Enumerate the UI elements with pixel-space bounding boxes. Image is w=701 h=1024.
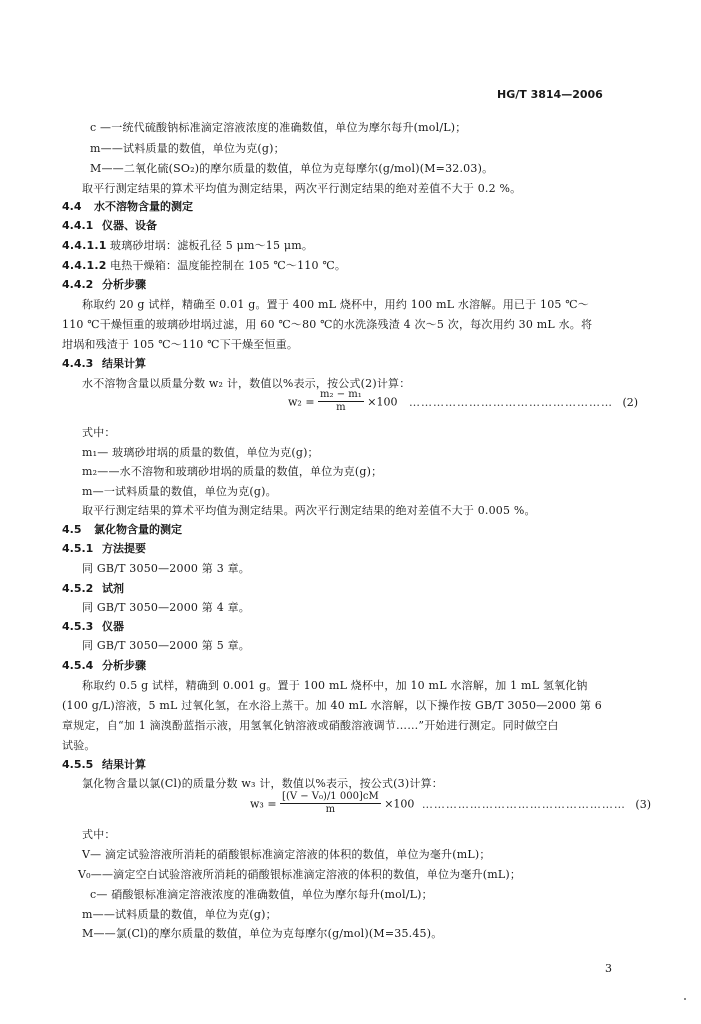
var-def-M-2: M——氯(Cl)的摩尔质量的数值，单位为克每摩尔(g/mol)(M=35.45)。 <box>82 927 443 940</box>
var-def-m2: m₂——水不溶物和玻璃砂坩埚的质量的数值，单位为克(g)； <box>82 465 383 478</box>
formula-2-fraction: $\frac{\text{m₂ − m₁}}{m}$ <box>320 389 362 413</box>
heading-4-5-5: 4.5.5 结果计算 <box>62 758 146 771</box>
heading-4-5-4: 4.5.4 分析步骤 <box>62 659 146 672</box>
heading-4-5: 4.5 氯化物含量的测定 <box>62 523 182 536</box>
heading-4-4-3: 4.4.3 结果计算 <box>62 357 146 370</box>
procedure2-line-3: 章规定，自“加 1 滴溴酚蓝指示液，用氢氧化钠溶液或硝酸溶液调节……”开始进行测定。同时做空白 <box>62 719 559 732</box>
procedure2-line-4: 试验。 <box>62 739 96 752</box>
procedure-line-3: 坩埚和残渣于 105 ℃～110 ℃下干燥至恒重。 <box>62 338 299 351</box>
reagents-ref: 同 GB/T 3050—2000 第 4 章。 <box>82 601 250 614</box>
heading-4-4-1-2: 4.4.1.2 电热干燥箱：温度能控制在 105 ℃～110 ℃。 <box>62 259 347 272</box>
heading-4-4-1-1: 4.4.1.1 玻璃砂坩埚：滤板孔径 5 μm～15 μm。 <box>62 239 314 252</box>
procedure-line-2: 110 ℃干燥恒重的玻璃砂坩埚过滤，用 60 ℃～80 ℃的水洗涤残渣 4 次～5 次，每次用约 30 mL 水。将 <box>62 318 593 331</box>
document-number: HG/T 3814—2006 <box>497 88 603 101</box>
procedure-line-1: 称取约 20 g 试样，精确至 0.01 g。置于 400 mL 烧杯中，用约 100 mL 水溶解。用已于 105 ℃～ <box>82 298 589 311</box>
paragraph-precision-1: 取平行测定结果的算术平均值为测定结果，两次平行测定结果的绝对差值不大于 0.2 %。 <box>82 182 522 195</box>
var-def-m: m——试料质量的数值，单位为克(g)； <box>90 142 285 155</box>
var-def-m-2: m—一试料质量的数值，单位为克(g)。 <box>82 485 277 498</box>
formula3-intro: 氯化物含量以氯(Cl)的质量分数 w₃ 计，数值以%表示，按公式(3)计算： <box>82 777 443 790</box>
heading-4-5-3: 4.5.3 仪器 <box>62 620 124 633</box>
heading-4-4-1: 4.4.1 仪器、设备 <box>62 219 157 232</box>
var-def-c-2: c— 硝酸银标准滴定溶液浓度的准确数值，单位为摩尔每升(mol/L)； <box>90 888 433 901</box>
method-ref: 同 GB/T 3050—2000 第 3 章。 <box>82 562 250 575</box>
procedure2-line-1: 称取约 0.5 g 试样，精确到 0.001 g。置于 100 mL 烧杯中，加 10 mL 水溶解，加 1 mL 氢氧化钠 <box>82 679 588 692</box>
var-def-V: V— 滴定试验溶液所消耗的硝酸银标准滴定溶液的体积的数值，单位为毫升(mL)； <box>82 848 491 861</box>
heading-4-4: 4.4 水不溶物含量的测定 <box>62 200 193 213</box>
formula2-intro: 水不溶物含量以质量分数 w₂ 计，数值以%表示，按公式(2)计算： <box>82 377 411 390</box>
heading-4-5-1: 4.5.1 方法提要 <box>62 542 146 555</box>
var-def-m-3: m——试料质量的数值，单位为克(g)； <box>82 908 277 921</box>
formula-2: w₂ = $\frac{\text{m₂ − m₁}}{m}$ ×100 …………………………………………… (2) <box>288 389 639 413</box>
heading-4-4-2: 4.4.2 分析步骤 <box>62 278 146 291</box>
where-label-3: 式中： <box>82 828 116 841</box>
apparatus-ref: 同 GB/T 3050—2000 第 5 章。 <box>82 639 250 652</box>
var-def-m1: m₁— 玻璃砂坩埚的质量的数值，单位为克(g)； <box>82 446 319 459</box>
var-def-M: M——二氧化硫(SO₂)的摩尔质量的数值，单位为克每摩尔(g/mol)(M=32.03)。 <box>90 162 494 175</box>
var-def-c: c —一统代硫酸钠标准滴定溶液浓度的准确数值，单位为摩尔每升(mol/L)； <box>90 121 467 134</box>
where-label-2: 式中： <box>82 426 116 439</box>
formula-3-fraction: $\frac{\text{[(V − V₀)/1 000]cM}}{m}$ <box>282 791 379 815</box>
var-def-V0: V₀——滴定空白试验溶液所消耗的硝酸银标准滴定溶液的体积的数值，单位为毫升(mL)； <box>78 868 522 881</box>
page-number: 3 <box>605 962 612 975</box>
procedure2-line-2: (100 g/L)溶液，5 mL 过氧化氢，在水浴上蒸干。加 40 mL 水溶解，以下操作按 GB/T 3050—2000 第 6 <box>62 699 602 712</box>
heading-4-5-2: 4.5.2 试剂 <box>62 582 124 595</box>
paragraph-precision-2: 取平行测定结果的算术平均值为测定结果。两次平行测定结果的绝对差值不大于 0.005 %。 <box>82 504 536 517</box>
formula-3: w₃ = $\frac{\text{[(V − V₀)/1 000]cM}}{m}$ ×100 …………………………………………… (3) <box>250 791 651 815</box>
scan-speck <box>684 998 686 1000</box>
